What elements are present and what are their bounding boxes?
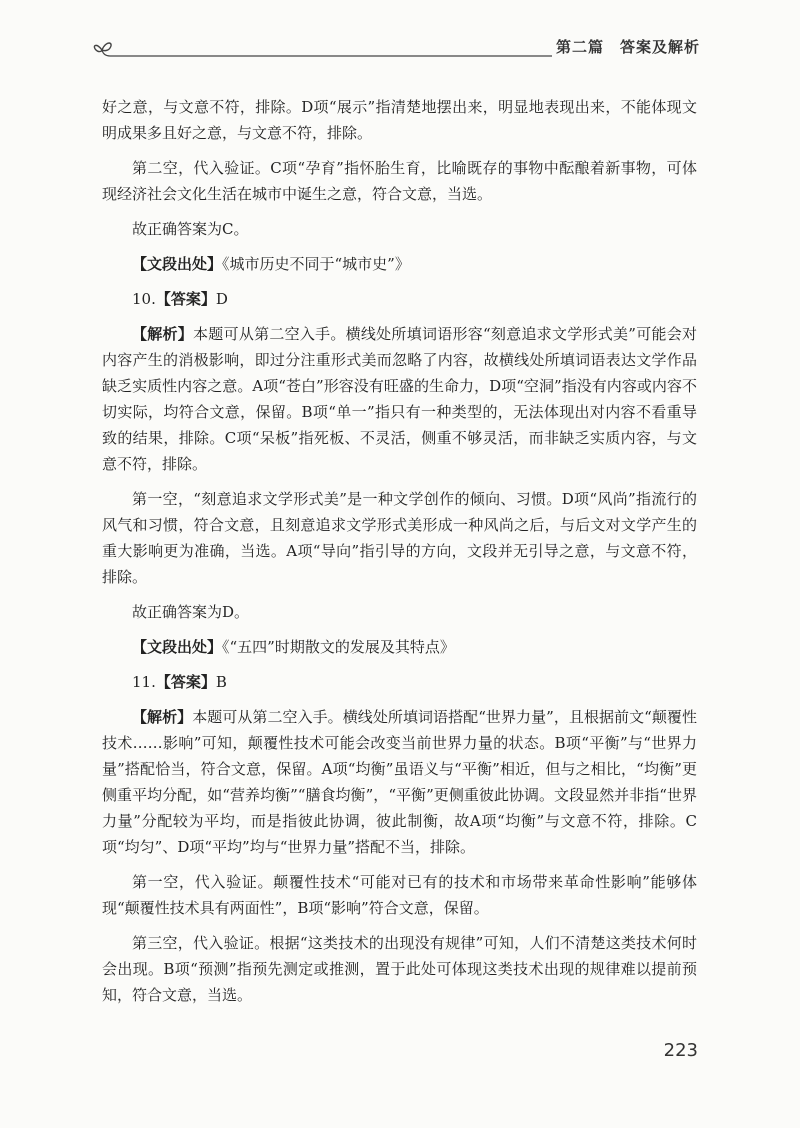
analysis-tag: 【解析】 <box>132 325 194 343</box>
question-number: 10. <box>132 290 156 308</box>
source-line <box>102 634 697 660</box>
analysis-tag: 【解析】 <box>132 708 193 726</box>
answer-line-11 <box>102 669 697 695</box>
source-tag: 【文段出处】 <box>132 255 223 273</box>
paragraph: 好之意，与文意不符，排除。D项“展示”指清楚地摆出来，明显地表现出来，不能体现文明成果多且好之意，与文意不符，排除。 <box>102 98 697 142</box>
analysis-paragraph <box>102 321 697 477</box>
analysis-text: 本题可从第二空入手。横线处所填词语搭配“世界力量”，且根据前文“颠覆性技术……影响”可知，颠覆性技术可能会改变当前世界力量的状态。B项“平衡”与“世界力量”搭配恰当，符合文意，保留。A项“均衡”虽语义与“平衡”相近，但与之相比，“均衡”更侧重平均分配，如“营养均衡”“膳食均衡”，“平衡”更侧重彼此协调。文段显然并非指“世界力量”分配较为平均，而是指彼此协调，彼此制衡，故A项“均衡”与文意不符，排除。C项“均匀”、D项“平均”均与“世界力量”搭配不当，排除。 <box>102 708 697 856</box>
source-line <box>102 251 697 277</box>
paragraph: 第一空，代入验证。颠覆性技术“可能对已有的技术和市场带来革命性影响”能够体现“颠覆性技术具有两面性”，B项“影响”符合文意，保留。 <box>102 873 697 917</box>
source-tag: 【文段出处】 <box>132 638 223 656</box>
answer-line-10 <box>102 286 697 312</box>
source-text: 《“五四”时期散文的发展及其特点》 <box>222 638 455 656</box>
paragraph: 故正确答案为D。 <box>132 603 250 621</box>
answer-value: B <box>215 673 227 691</box>
page-header <box>90 28 700 68</box>
answer-tag: 【答案】 <box>155 673 216 691</box>
analysis-text: 本题可从第二空入手。横线处所填词语形容“刻意追求文学形式美”可能会对内容产生的消极影响，即过分注重形式美而忽略了内容，故横线处所填词语表达文学作品缺乏实质性内容之意。A项“苍白”形容没有旺盛的生命力，D项“空洞”指没有内容或内容不切实际，均符合文意，保留。B项“单一”指只有一种类型的，无法体现出对内容不看重导致的结果，排除。C项“呆板”指死板、不灵活，侧重不够灵活，而非缺乏实质内容，与文意不符，排除。 <box>102 325 697 473</box>
answer-tag: 【答案】 <box>155 290 216 308</box>
paragraph: 第一空，“刻意追求文学形式美”是一种文学创作的倾向、习惯。D项“风尚”指流行的风气和习惯，符合文意，且刻意追求文学形式美形成一种风尚之后，与后文对文学产生的重大影响更为准确，当选。A项“导向”指引导的方向，文段并无引导之意，与文意不符，排除。 <box>102 490 697 586</box>
page-number: 223 <box>663 1040 698 1061</box>
page-content <box>102 94 697 1017</box>
paragraph: 第三空，代入验证。根据“这类技术的出现没有规律”可知，人们不清楚这类技术何时会出现。B项“预测”指预先测定或推测，置于此处可体现这类技术出现的规律难以提前预知，符合文意，当选。 <box>102 934 697 1004</box>
paragraph: 故正确答案为C。 <box>132 220 249 238</box>
analysis-paragraph <box>102 704 697 860</box>
header-title: 第二篇 答案及解析 <box>555 38 700 56</box>
answer-value: D <box>215 290 228 308</box>
paragraph: 第二空，代入验证。C项“孕育”指怀胎生育，比喻既存的事物中酝酿着新事物，可体现经济社会文化生活在城市中诞生之意，符合文意，当选。 <box>102 159 697 203</box>
source-text: 《城市历史不同于“城市史”》 <box>222 255 410 273</box>
question-number: 11. <box>132 673 156 691</box>
